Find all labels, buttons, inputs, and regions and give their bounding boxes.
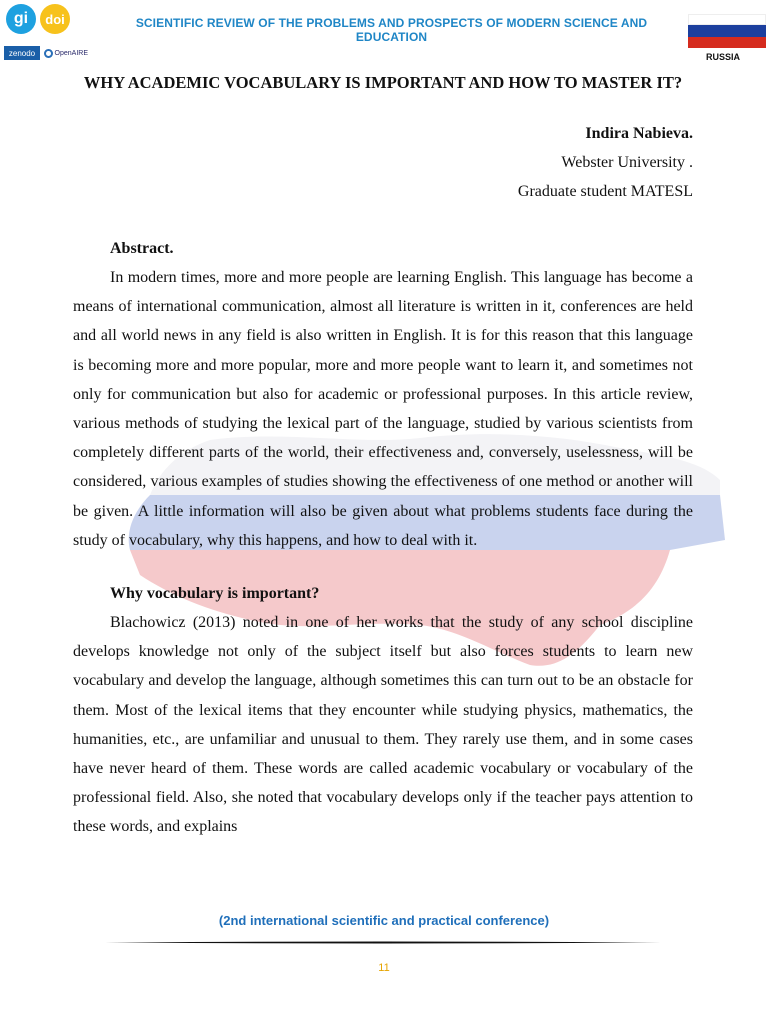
zenodo-logo-text: zenodo xyxy=(8,48,36,58)
russia-flag xyxy=(688,14,766,48)
zenodo-logo xyxy=(4,46,40,60)
openaire-logo xyxy=(44,46,88,60)
section-text: Blachowicz (2013) noted in one of her works that the study of any school discipline develops knowledge not only of the subject itself but also forces students to learn new vocabulary and develop the language, although sometimes this can turn out to be an obstacle for them. Most of the lexical items that they encounter while studying physics, mathematics, the humanities, etc., are unfamiliar and unusual to them. They rarely use them, and in some cases have never heard of them. These words are called academic vocabulary or vocabulary of the professional field. Also, she noted that vocabulary develops only if the teacher pays attention to these words, and explains xyxy=(73,614,693,836)
abstract-heading: Abstract. xyxy=(110,240,174,257)
conference-footer: (2nd international scientific and practical conference) xyxy=(218,913,550,928)
openaire-logo-text: OpenAIRE xyxy=(54,49,88,57)
journal-title: SCIENTIFIC REVIEW OF THE PROBLEMS AND PROSPECTS OF MODERN SCIENCE AND EDUCATION xyxy=(135,16,648,44)
country-label: RUSSIA xyxy=(705,52,740,62)
article-title: WHY ACADEMIC VOCABULARY IS IMPORTANT AND HOW TO MASTER IT? xyxy=(83,73,683,92)
flag-stripe-red xyxy=(688,37,766,48)
gi-logo xyxy=(6,4,36,34)
author-name: Indira Nabieva. xyxy=(585,125,693,142)
abstract-text: In modern times, more and more people are learning English. This language has become a means of international communication, almost all literature is written in it, conferences are held and all world news in any field is also written in English. It is for this reason that this language is becoming more and more popular, more and more people want to learn it, and sometimes not only for communication but also for academic or professional purposes. In this article review, various methods of studying the lexical part of the language, studied by various scientists from completely different parts of the world, their effectiveness and, conversely, uselessness, will be considered, various examples of studies showing the effectiveness of one method or another will be given. A little information will also be given about what problems students face during the study of vocabulary, why this happens, and how to deal with it. xyxy=(73,269,693,549)
section-heading: Why vocabulary is important? xyxy=(110,585,320,603)
doi-logo xyxy=(40,4,70,34)
flag-stripe-blue xyxy=(688,25,766,36)
openaire-ring-icon xyxy=(44,49,53,58)
gi-logo-text: gi xyxy=(13,10,29,27)
flag-stripe-white xyxy=(688,14,766,25)
doi-logo-text: doi xyxy=(45,11,65,27)
author-position: Graduate student MATESL xyxy=(517,183,693,200)
page-number: 11 xyxy=(378,962,390,974)
author-affiliation: Webster University . xyxy=(561,154,693,171)
article xyxy=(73,68,693,842)
author-block xyxy=(73,119,693,206)
footer-divider xyxy=(105,941,661,944)
